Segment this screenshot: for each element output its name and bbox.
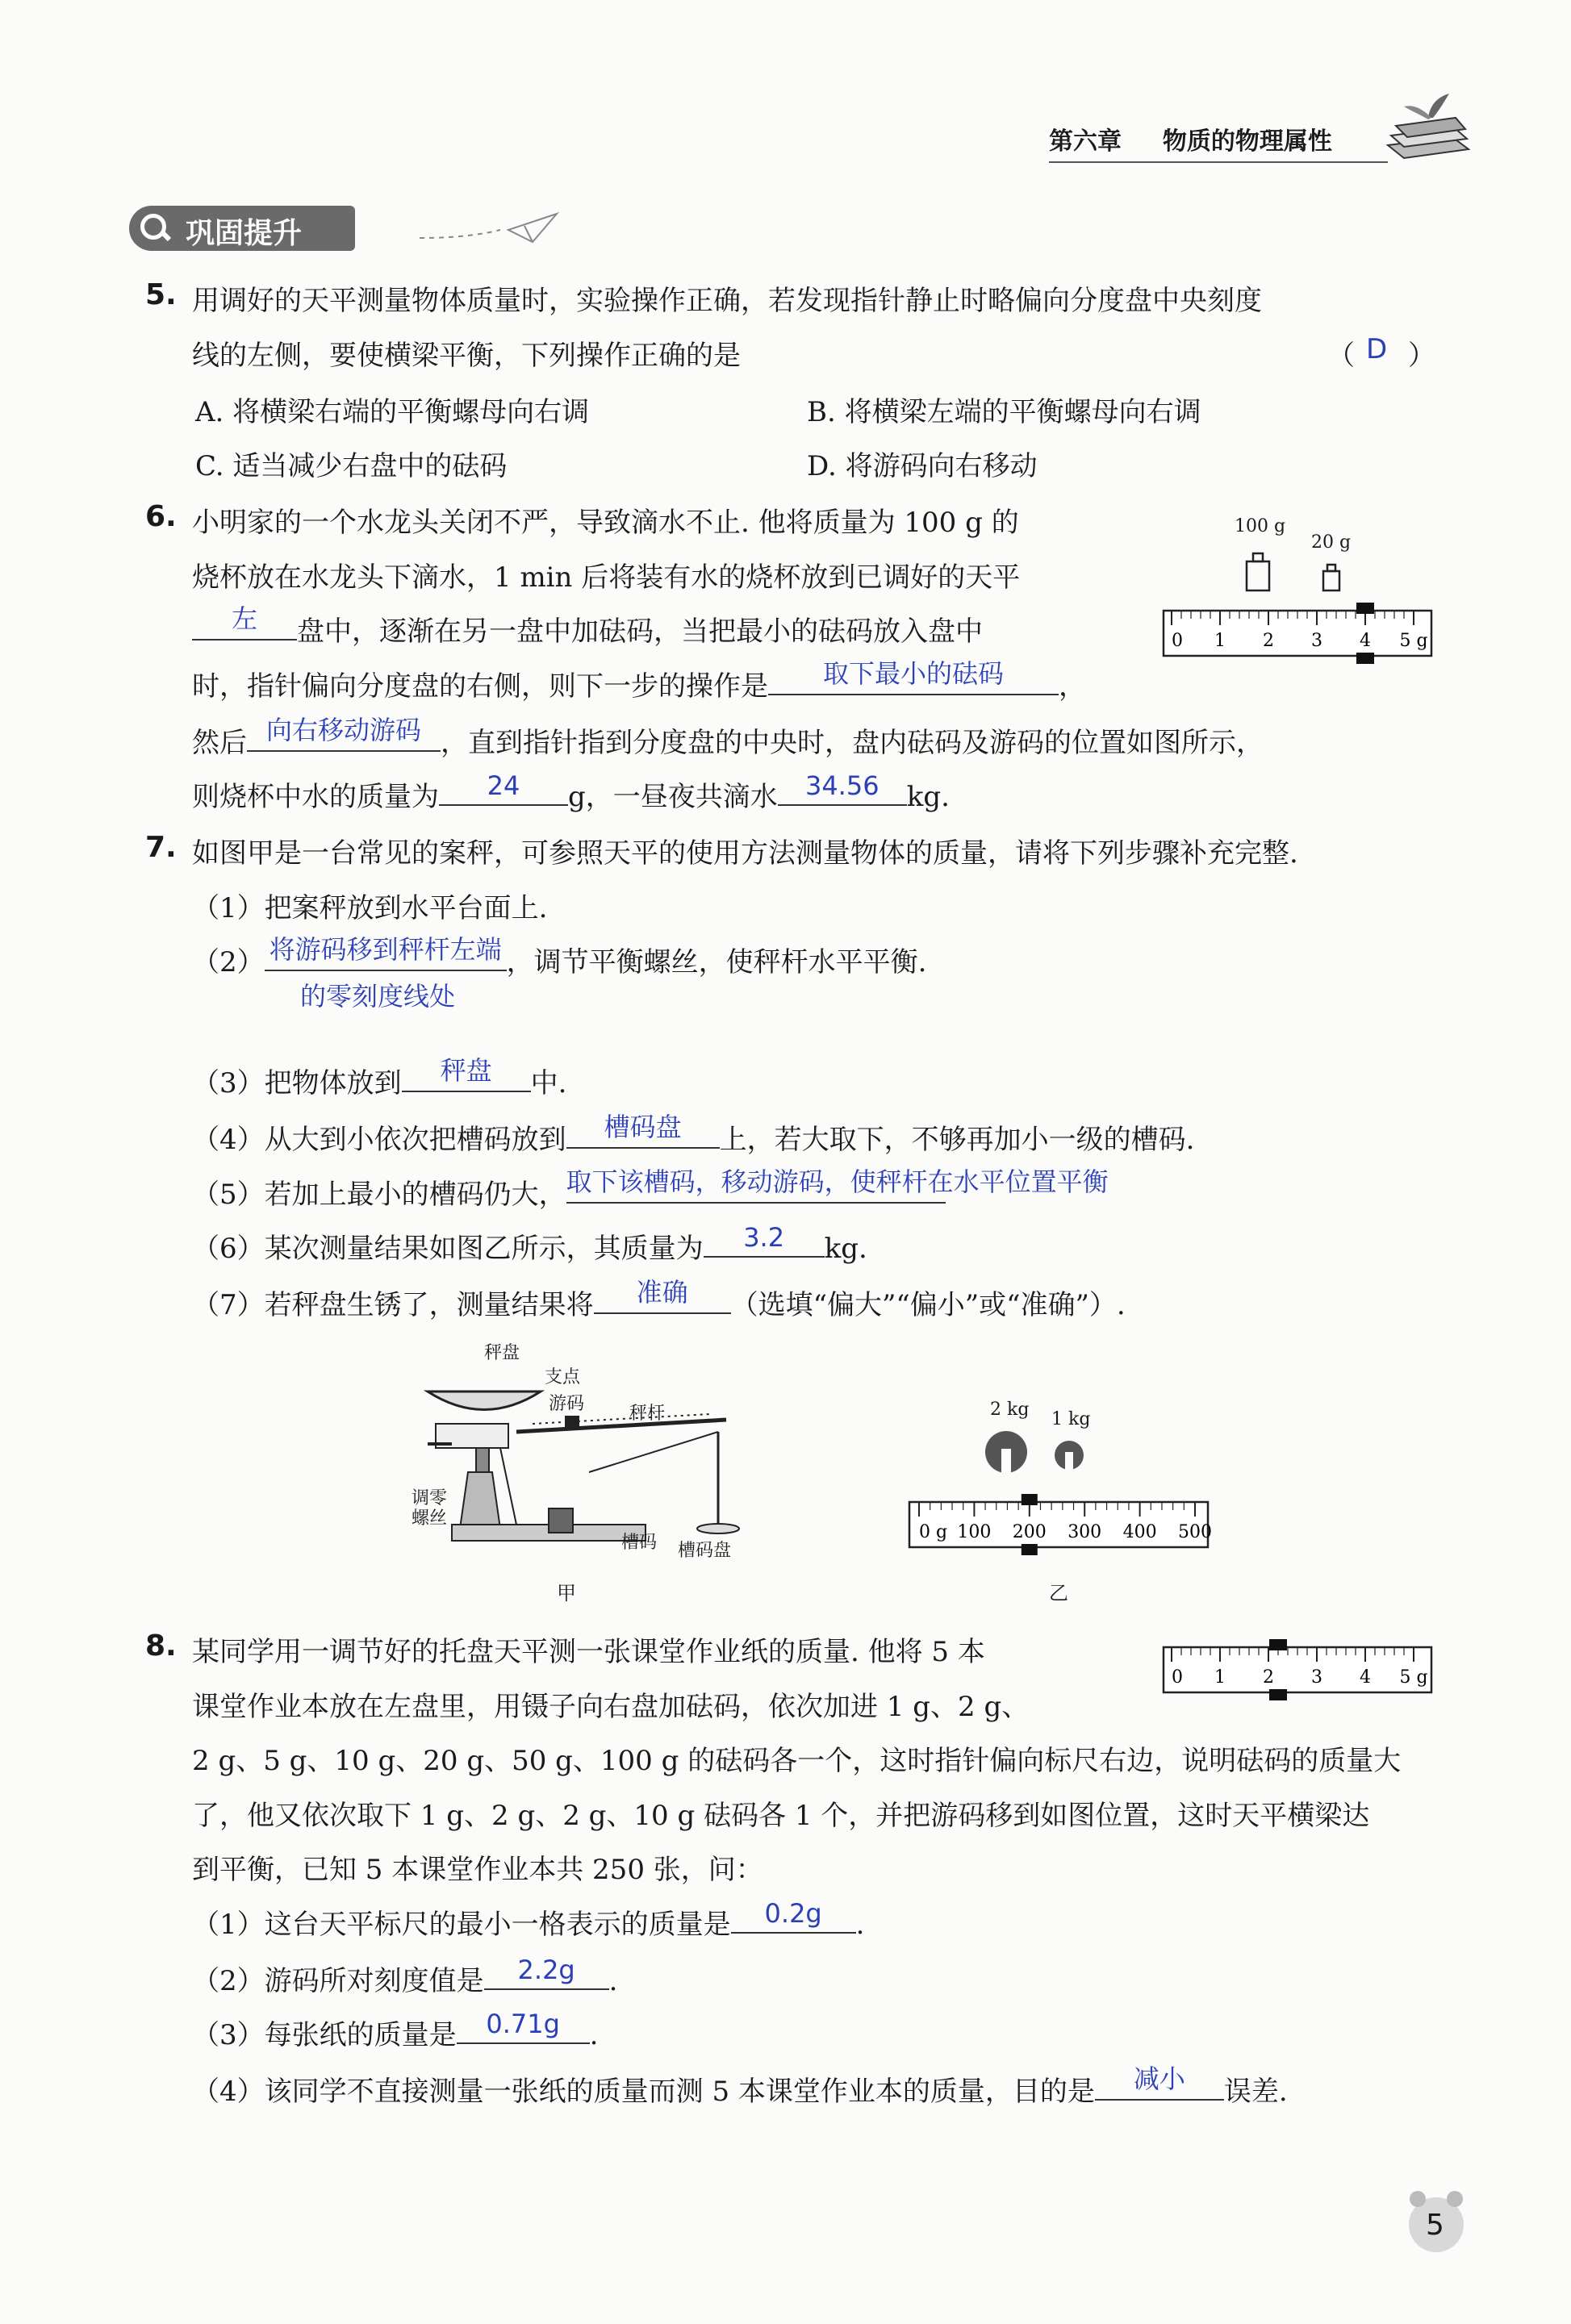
question-text: （6）某次测量结果如图乙所示，其质量为 (192, 1233, 704, 1265)
answer-blank (265, 934, 507, 971)
question-text: 课堂作业本放在左盘里，用镊子向右盘加砝码，依次加进 1 g、2 g、 (192, 1691, 1030, 1723)
question-text: kg. (824, 1233, 867, 1265)
answer-blank (192, 603, 297, 640)
ruler-tick-label: 500 (1178, 1522, 1212, 1542)
ruler-tick-label: 1 (1214, 1667, 1226, 1688)
answer-blank (457, 2009, 590, 2044)
question-text: . (589, 2019, 599, 2051)
answer-text: 减小 (1133, 2063, 1185, 2094)
question-text: 盘中，逐渐在另一盘中加砝码，当把最小的砝码放入盘中 (297, 615, 983, 648)
question-text: 误差. (1223, 2076, 1288, 2108)
ruler-tick-label: 3 (1311, 1667, 1322, 1688)
answer-text: 3.2 (743, 1222, 785, 1253)
slot-weights-drawing (980, 1428, 1101, 1476)
answer-text: 0.71g (486, 2009, 560, 2039)
step-1: （1）把案秤放到水平台面上. (192, 892, 548, 924)
figure-slot-weights (908, 1400, 1214, 1604)
question-number: 8. (145, 1629, 177, 1663)
question-text: 到平衡，已知 5 本课堂作业本共 250 张，问： (192, 1854, 763, 1886)
answer-text: 秤盘 (440, 1055, 492, 1086)
question-text: 则烧杯中水的质量为 (192, 781, 439, 813)
answer-blank (566, 1166, 1109, 1204)
answer-text: 取下最小的砝码 (822, 658, 1004, 689)
answer-text: 将游码移到秤杆左端 (269, 934, 502, 965)
weight-label: 100 g (1235, 516, 1286, 536)
question-text: 上，若大取下，不够再加小一级的槽码. (719, 1124, 1195, 1156)
answer-blank (402, 1055, 531, 1092)
page-number-badge (1400, 2186, 1473, 2259)
question-text: （3）把物体放到 (192, 1067, 402, 1099)
question-text: 了，他又依次取下 1 g、2 g、2 g、10 g 砝码各 1 个，并把游码移到如图位置，这时天平横梁达 (192, 1800, 1370, 1832)
question-text: （7）若秤盘生锈了，测量结果将 (192, 1289, 594, 1321)
question-text: （3）每张纸的质量是 (192, 2019, 457, 2051)
question-text: 时，指针偏向分度盘的右侧，则下一步的操作是 (192, 670, 768, 703)
question-text: ，直到指针指到分度盘的中央时，盘内砝码及游码的位置如图所示， (441, 727, 1264, 759)
question-text: 如图甲是一台常见的案秤，可参照天平的使用方法测量物体的质量，请将下列步骤补充完整. (192, 837, 1298, 870)
rider-marker (1269, 1639, 1287, 1650)
rider-marker (1356, 653, 1374, 664)
weight-label: 1 kg (1051, 1409, 1091, 1429)
answer-blank (778, 770, 907, 806)
answer-text: 0.2g (764, 1898, 822, 1929)
rider-marker (1022, 1494, 1038, 1505)
ruler-tick-label: 4 (1360, 1667, 1371, 1688)
ruler-tick-label: 0 (1172, 1667, 1183, 1688)
ruler-tick-label: 4 (1360, 631, 1371, 651)
label-screw-2: 螺丝 (412, 1508, 448, 1529)
question-text: kg. (906, 781, 950, 813)
question-text: g，一昼夜共滴水 (568, 781, 778, 813)
question-number: 5. (145, 278, 177, 311)
option-a: A. 将横梁右端的平衡螺母向右调 (195, 396, 590, 428)
answer-blank (704, 1222, 825, 1258)
question-text: 某同学用一调节好的托盘天平测一张课堂作业纸的质量. 他将 5 本 (192, 1636, 985, 1668)
label-pivot: 支点 (545, 1367, 581, 1387)
answer-blank (484, 1955, 609, 1990)
header-rule (1049, 161, 1388, 163)
ruler-tick-label: 100 (957, 1522, 992, 1542)
ruler-tick-label: 5 g (1399, 631, 1428, 651)
question-text: 线的左侧，要使横梁平衡，下列操作正确的是 (192, 340, 741, 372)
figure-caption: 乙 (1049, 1582, 1068, 1604)
answer-text: 槽码盘 (604, 1112, 682, 1142)
answer-text: 34.56 (804, 770, 880, 801)
answer-text: 左 (231, 603, 257, 634)
question-text: （5）若加上最小的槽码仍大， (192, 1179, 566, 1211)
section-label-box (129, 206, 355, 251)
book-stack-icon (1380, 89, 1477, 161)
ruler-tick-label: 2 (1263, 631, 1274, 651)
answer-choice: D (1366, 333, 1388, 365)
ruler-q6 (1162, 601, 1436, 665)
weights-drawing (1243, 547, 1364, 595)
answer-text: 2.2g (517, 1955, 575, 1985)
option-d: D. 将游码向右移动 (807, 450, 1038, 482)
question-text: 2 g、5 g、10 g、20 g、50 g、100 g 的砝码各一个，这时指针偏向标尺右边，说明砝码的质量大 (192, 1745, 1402, 1777)
ruler-q7 (908, 1492, 1214, 1557)
ruler-q8 (1162, 1638, 1436, 1702)
label-pan: 秤盘 (484, 1343, 520, 1363)
question-text: 中. (530, 1067, 567, 1099)
answer-blank (1095, 2063, 1224, 2101)
label-slot-weight: 槽码 (621, 1533, 658, 1553)
question-text: （4）从大到小依次把槽码放到 (192, 1124, 566, 1156)
option-c: C. 适当减少右盘中的砝码 (195, 450, 508, 482)
question-text: 用调好的天平测量物体质量时，实验操作正确，若发现指针静止时略偏向分度盘中央刻度 (192, 285, 1262, 317)
ruler-tick-label: 300 (1068, 1522, 1102, 1542)
ruler-tick-label: 200 (1012, 1522, 1047, 1542)
weight-label: 2 kg (990, 1400, 1030, 1420)
rider-marker (1022, 1544, 1038, 1555)
answer-blank (566, 1112, 720, 1149)
question-number: 6. (145, 500, 177, 533)
ruler-tick-label: 5 g (1399, 1667, 1428, 1688)
question-text: ，调节平衡螺丝，使秤杆水平平衡. (506, 946, 927, 978)
answer-blank (768, 658, 1059, 695)
label-screw-1: 调零 (412, 1488, 448, 1508)
question-text: . (608, 1965, 618, 1997)
answer-text: 的零刻度线处 (300, 981, 456, 1012)
ruler-tick-label: 400 (1122, 1522, 1157, 1542)
question-text: 然后 (192, 727, 247, 759)
answer-blank (594, 1277, 731, 1314)
ruler-tick-label: 0 (1172, 631, 1183, 651)
q6-figure (1162, 516, 1436, 670)
figure-case-scale (403, 1343, 775, 1604)
label-slot-pan: 槽码盘 (678, 1541, 732, 1561)
question-text: （选填“偏大”“偏小”或“准确”）. (730, 1289, 1126, 1321)
answer-blank (439, 770, 568, 806)
ruler-tick-label: 1 (1214, 631, 1226, 651)
ruler-tick-label: 3 (1311, 631, 1322, 651)
page-number: 5 (1426, 2209, 1444, 2242)
page-header (1049, 121, 1332, 156)
question-text: 烧杯放在水龙头下滴水，1 min 后将装有水的烧杯放到已调好的天平 (192, 561, 1021, 594)
question-text: （2）游码所对刻度值是 (192, 1965, 484, 1997)
question-text: . (855, 1909, 865, 1941)
question-text: （4）该同学不直接测量一张纸的质量而测 5 本课堂作业本的质量，目的是 (192, 2076, 1095, 2108)
label-beam: 秤杆 (629, 1404, 666, 1424)
section-label: 巩固提升 (186, 217, 303, 250)
ruler-tick-label: 2 (1263, 1667, 1274, 1688)
question-number: 7. (145, 831, 177, 864)
paper-plane-icon (420, 206, 565, 254)
answer-paren-open: （ (1327, 340, 1355, 372)
answer-text: 取下该槽码，移动游码，使秤杆在水平位置平衡 (566, 1166, 1109, 1197)
case-scale-drawing (403, 1343, 775, 1569)
answer-blank (731, 1898, 856, 1934)
question-text: （2） (192, 946, 265, 978)
answer-text: 向右移动游码 (265, 715, 421, 745)
ruler-tick-label: 0 g (919, 1522, 948, 1542)
answer-text: 24 (487, 770, 520, 801)
question-text: （1）这台天平标尺的最小一格表示的质量是 (192, 1909, 731, 1941)
rider-marker (1356, 603, 1374, 614)
chapter-title: 物质的物理属性 (1162, 127, 1332, 156)
question-text: ， (1059, 670, 1086, 703)
weight-label: 20 g (1311, 532, 1352, 553)
option-b: B. 将横梁左端的平衡螺母向右调 (807, 396, 1201, 428)
rider-marker (1269, 1689, 1287, 1700)
question-text: 小明家的一个水龙头关闭不严，导致滴水不止. 他将质量为 100 g 的 (192, 507, 1019, 539)
answer-blank (247, 715, 441, 752)
figure-caption: 甲 (557, 1582, 576, 1604)
answer-text: 准确 (636, 1277, 688, 1308)
answer-paren-close: ） (1408, 340, 1435, 372)
label-rider: 游码 (549, 1394, 585, 1414)
chapter-label: 第六章 (1049, 127, 1122, 156)
